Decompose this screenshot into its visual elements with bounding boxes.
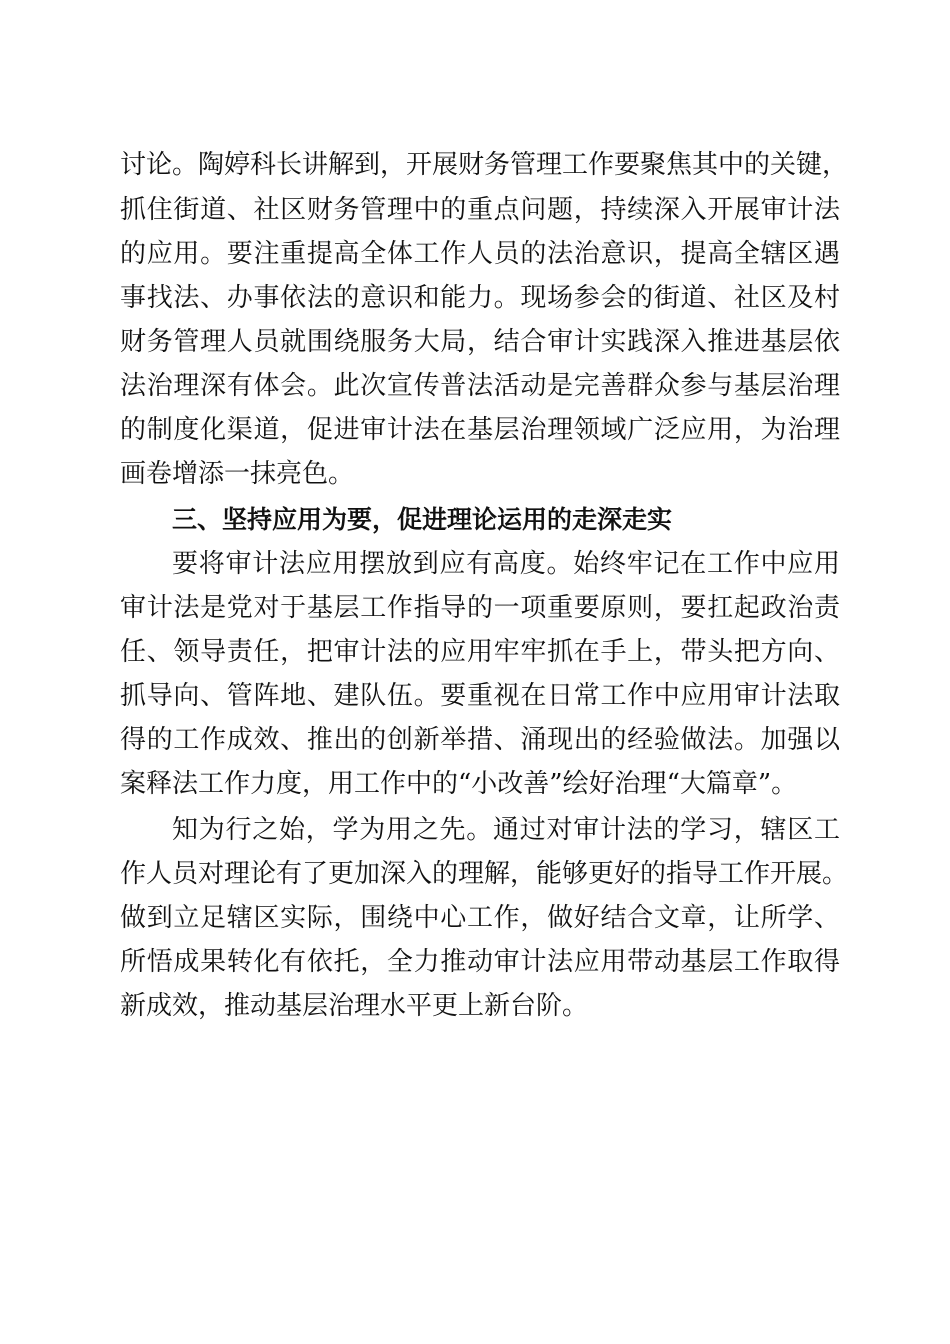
paragraph-2-line-6: 案释法工作力度，用工作中的“小改善”绘好治理“大篇章”。 <box>120 769 798 799</box>
paragraph-1-line-5: 财务管理人员就围绕服务大局，结合审计实践深入推进基层依 <box>120 327 840 357</box>
paragraph-3-line-5: 新成效，推动基层治理水平更上新台阶。 <box>120 991 589 1021</box>
paragraph-1-line-4: 事找法、办事依法的意识和能力。现场参会的街道、社区及村 <box>120 283 840 313</box>
paragraph-3-line-2: 作人员对理论有了更加深入的理解，能够更好的指导工作开展。 <box>120 859 849 889</box>
paragraph-2-line-4: 抓导向、管阵地、建队伍。要重视在日常工作中应用审计法取 <box>120 681 840 711</box>
paragraph-2-line-5: 得的工作成效、推出的创新举措、涌现出的经验做法。加强以 <box>120 725 840 755</box>
paragraph-1-line-3: 的应用。要注重提高全体工作人员的法治意识，提高全辖区遇 <box>120 239 840 269</box>
paragraph-3-line-3: 做到立足辖区实际，围绕中心工作，做好结合文章，让所学、 <box>120 903 840 933</box>
paragraph-2-line-1: 要将审计法应用摆放到应有高度。始终牢记在工作中应用 <box>172 549 840 579</box>
paragraph-1-line-6: 法治理深有体会。此次宣传普法活动是完善群众参与基层治理 <box>120 371 840 401</box>
paragraph-2-line-2: 审计法是党对于基层工作指导的一项重要原则，要扛起政治责 <box>120 593 840 623</box>
paragraph-3-line-1: 知为行之始，学为用之先。通过对审计法的学习，辖区工 <box>172 815 840 845</box>
paragraph-1-line-2: 抓住街道、社区财务管理中的重点问题，持续深入开展审计法 <box>120 195 840 225</box>
section-heading: 三、坚持应用为要，促进理论运用的走深走实 <box>172 505 673 534</box>
paragraph-2-line-3: 任、领导责任，把审计法的应用牢牢抓在手上，带头把方向、 <box>120 637 840 667</box>
paragraph-1-line-1: 讨论。陶婷科长讲解到，开展财务管理工作要聚焦其中的关键， <box>120 150 849 180</box>
paragraph-1-line-7: 的制度化渠道，促进审计法在基层治理领域广泛应用，为治理 <box>120 415 840 445</box>
paragraph-3-line-4: 所悟成果转化有依托，全力推动审计法应用带动基层工作取得 <box>120 947 840 977</box>
paragraph-1-line-8: 画卷增添一抹亮色。 <box>120 459 355 489</box>
